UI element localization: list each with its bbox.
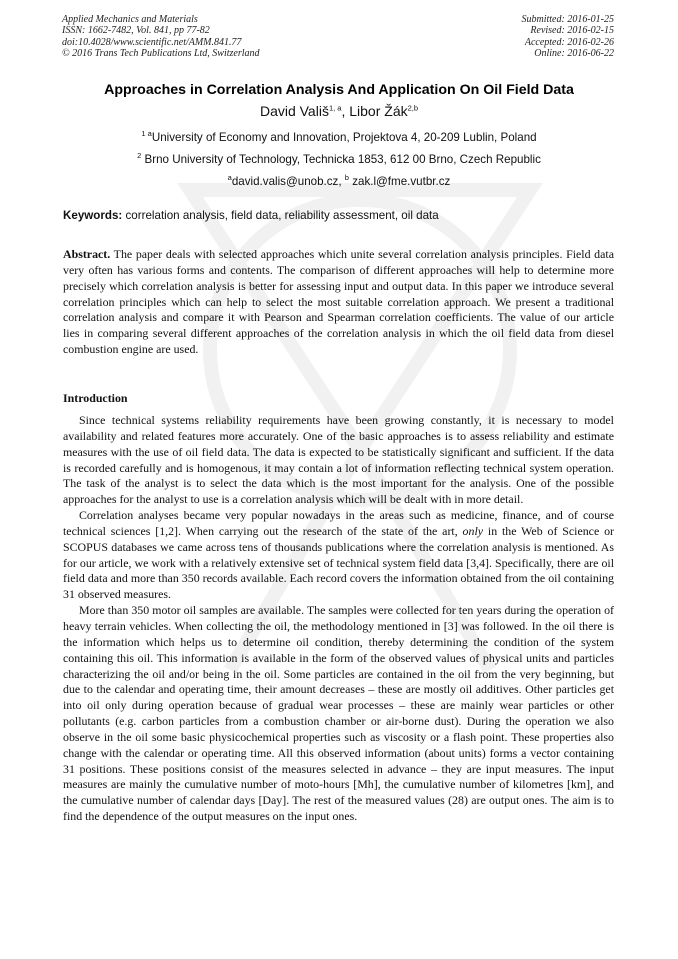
intro-paragraph-3: More than 350 motor oil samples are available. The samples were collected for ten years during the operation of heavy terrain vehicles. When collecting the oil, the methodology mentioned in [3] was followed. In the oil there is the information which helps us to determine oil condition, thereby determining the condition of the system containing this oil. This information is available in the form of the observed values of physical units and particles characterizing the oil and/or being in the oil. Some particles are contained in the oil from the very beginning, but due to the calendar and operating time, their amount decreases – these are mostly oil additives. Other particles get into oil only during operation because of gradual wear processes – these are mainly wear particles or other pollutants (e.g. carbon particles from a combustion chamber or air-borne dust). During the operation we also observe in the oil some basic physicochemical properties such as viscosity or a flash point. These properties also change with the calendar or operating time. All this observed information (about units) forms a vector containing 31 positions. These positions consist of the measures selected in advance – they are input measures. The input measures are mainly the cumulative number of moto-hours [Mh], the cumulative number of kilometres [km], and the cumulative number of calendar days [Day]. The rest of the measured values (28) are output ones. The aim is to find the dependence of the output measures on the input ones. xyxy=(63,603,614,824)
affiliation-2-text: Brno University of Technology, Technicka 1853, 612 00 Brno, Czech Republic xyxy=(144,153,541,166)
email-b-marker: b xyxy=(344,173,349,183)
intro-paragraph-2 xyxy=(63,508,614,603)
revised-date: Revised: 2016-02-15 xyxy=(530,25,614,37)
accepted-date: Accepted: 2016-02-26 xyxy=(524,36,614,48)
introduction-body xyxy=(63,413,614,825)
submitted-date: Submitted: 2016-01-25 xyxy=(521,14,614,25)
author-2-marker: 2,b xyxy=(407,103,419,113)
journal-info xyxy=(62,14,260,59)
publication-dates xyxy=(522,14,615,59)
online-date: Online: 2016-06-22 xyxy=(534,47,614,59)
abstract-label: Abstract. xyxy=(63,247,111,261)
author-separator: , xyxy=(341,103,350,119)
intro-paragraph-1: Since technical systems reliability requirements have been growing constantly, it is necessary to model availability and related features more accurately. One of the basic approaches is to assess reliability and estimate measures with the use of oil field data. The data is expected to be statistically significant and sufficient. If the data is recorded carefully and is homogenous, it may contain a lot of information reflecting technical system operation. The task of the analyst is to select the data which is the most important for the analysis. One of the possible approaches for the analyst to use is a correlation analysis which will be dealt with in more detail. xyxy=(63,413,614,507)
journal-name: Applied Mechanics and Materials xyxy=(62,14,198,25)
abstract xyxy=(63,247,614,358)
affiliation-1-marker: 1 a xyxy=(141,129,152,139)
email-a[interactable]: david.valis@unob.cz, xyxy=(231,175,345,188)
affiliation-1 xyxy=(40,131,638,144)
abstract-paragraph xyxy=(63,247,614,358)
author-emails xyxy=(40,175,638,188)
issn-line: ISSN: 1662-7482, Vol. 841, pp 77-82 xyxy=(62,25,210,37)
author-1-marker: 1, a xyxy=(328,103,342,113)
affiliation-1-text: University of Economy and Innovation, Projektova 4, 20-209 Lublin, Poland xyxy=(151,131,537,144)
doi-line: doi:10.4028/www.scientific.net/AMM.841.77 xyxy=(62,36,242,48)
keywords-text: correlation analysis, field data, reliability assessment, oil data xyxy=(122,209,439,222)
section-heading-introduction: Introduction xyxy=(63,391,128,405)
email-b[interactable]: zak.l@fme.vutbr.cz xyxy=(352,175,451,188)
paper-title: Approaches in Correlation Analysis And Application On Oil Field Data xyxy=(104,82,574,98)
intro-p2-start: Correlation analyses became very popular nowadays in the areas such as medicine, finance, and of course technical sciences [1,2]. When carrying out the research of the state of the art, xyxy=(63,508,614,538)
author-1: David Vališ xyxy=(259,103,329,119)
abstract-text: The paper deals with selected approaches which unite several correlation analysis principles. Field data very often has various forms and contents. The comparison of different approaches will help to determine more precisely which correlation analysis is better for assessing input and output data. In this paper we introduce several correlation principles which can help to select the most suitable correlation approach. We present a traditional correlation analysis and compare it with Pearson and Spearman correlation coefficients. The value of our article lies in comparing several different approaches of the correlation analysis in which the oil field data from diesel combustion engine are used. xyxy=(63,247,614,357)
affiliation-2-marker: 2 xyxy=(137,151,142,161)
author-2: Libor Žák xyxy=(349,103,408,119)
intro-p2-end: in the Web of Science or SCOPUS databases we came across tens of thousands publications where the correlation analysis is mentioned. As for our article, we work with a relatively extensive set of technical system field data [3,4]. Specifically, there are oil field data and more than 350 records available. Each record covers the information obtained from the oil containing 31 observed measures. xyxy=(63,523,614,602)
copyright-line: © 2016 Trans Tech Publications Ltd, Switzerland xyxy=(62,47,260,59)
intro-p2-emphasis: only xyxy=(462,523,484,538)
email-a-marker: a xyxy=(227,173,232,183)
author-line xyxy=(40,103,638,119)
keywords-label: Keywords: xyxy=(63,209,123,222)
keywords xyxy=(63,209,623,222)
affiliation-2 xyxy=(40,153,638,166)
